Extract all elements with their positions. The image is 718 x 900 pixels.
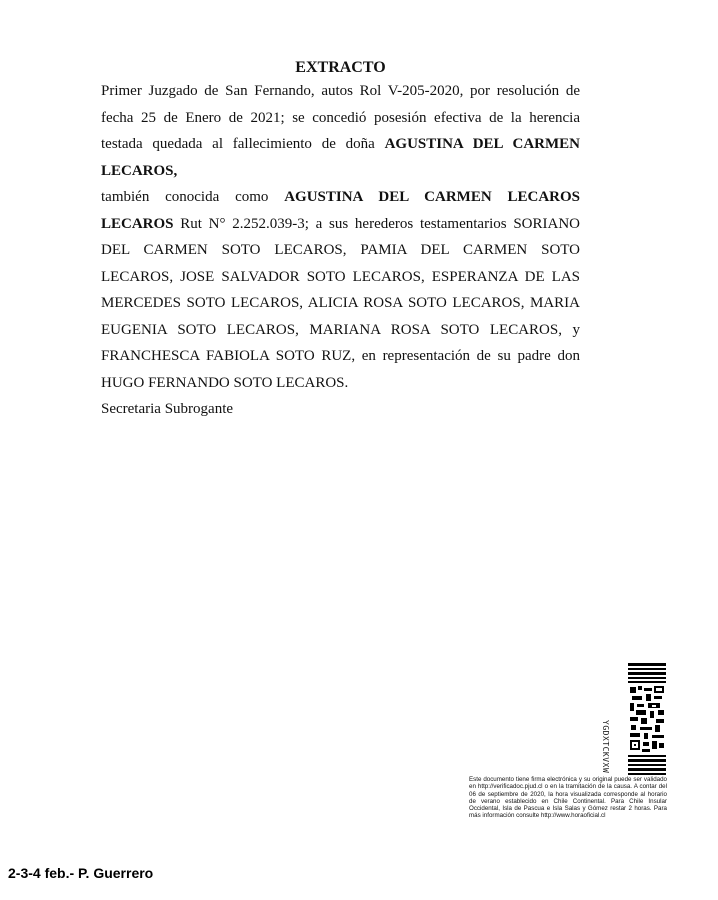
publication-note: 2-3-4 feb.- P. Guerrero (8, 865, 154, 881)
barcode-graphic (628, 663, 666, 775)
body-line: EUGENIA SOTO LECAROS, MARIANA ROSA SOTO LECAROS, y (101, 321, 580, 338)
deceased-name: AGUSTINA DEL CARMEN (384, 136, 580, 152)
body-line (101, 158, 580, 185)
body-line: HUGO FERNANDO SOTO LECAROS. (101, 374, 349, 391)
body-line (101, 184, 580, 211)
verification-barcode (628, 663, 666, 775)
body-line: fecha 25 de Enero de 2021; se concedió posesión efectiva de la herencia (101, 109, 580, 126)
body-line: Primer Juzgado de San Fernando, autos Rol V-205-2020, por resolución de (101, 83, 580, 99)
body-line: LECAROS, JOSE SALVADOR SOTO LECAROS, ESPERANZA DE LAS (101, 268, 580, 285)
alias-name: AGUSTINA DEL CARMEN LECAROS (284, 189, 580, 205)
electronic-signature-notice: Este documento tiene firma electrónica y su original puede ser validado en http://verificadoc.pjud.cl o en la tramitación de la causa. A contar del 06 de septiembre de 2020, la hora visualizada corresponde al horario de verano establecido en Chile Continental. Para Chile Insular Occidental, Isla de Pascua e Isla Salas y Gómez restar 2 horas. Para más información consulte http://www.horaoficial.cl (469, 776, 667, 820)
verification-code: YGDXTCKVXW (601, 720, 610, 774)
body-text: testada quedada al fallecimiento de doña (101, 136, 385, 152)
document-title: EXTRACTO (295, 59, 386, 76)
body-line: DEL CARMEN SOTO LECAROS, PAMIA DEL CARMEN SOTO (101, 242, 580, 258)
document-body (101, 78, 580, 422)
deceased-surname: LECAROS, (101, 162, 178, 179)
extract-document (101, 58, 580, 422)
body-text: Rut N° 2.252.039-3; a sus herederos testamentarios SORIANO (173, 215, 580, 232)
body-line (101, 131, 580, 158)
body-line: FRANCHESCA FABIOLA SOTO RUZ, en representación de su padre don (101, 348, 580, 364)
body-line (101, 211, 580, 238)
body-line: MERCEDES SOTO LECAROS, ALICIA ROSA SOTO LECAROS, MARIA (101, 295, 580, 311)
body-text: también conocida como (101, 189, 285, 205)
signer-title: Secretaria Subrogante (101, 401, 234, 417)
alias-surname: LECAROS (101, 215, 174, 232)
